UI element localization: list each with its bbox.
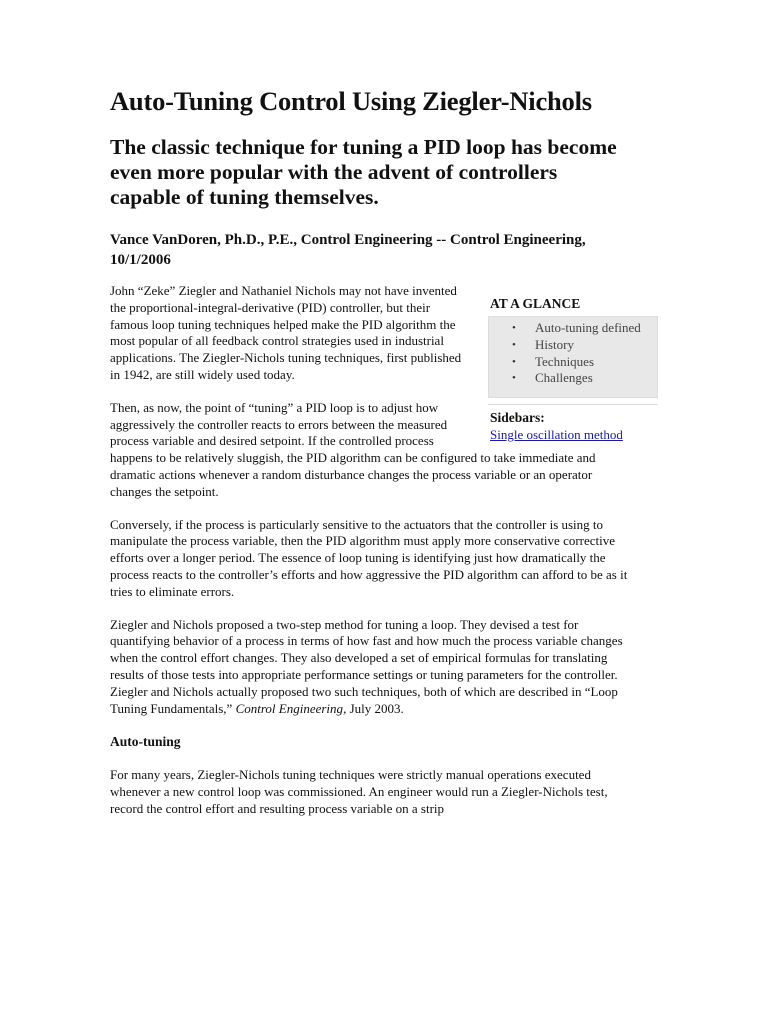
- glance-list: [489, 320, 657, 387]
- paragraph-4-text: Ziegler and Nichols proposed a two-step method for tuning a loop. They devised a test for quantifying behavior of a process in terms of how fast and how much the process variable changes when the control effort changes. They also developed a set of empirical formulas for translating results of those tests into appropriate performance settings or tuning parameters for the controller. Ziegler and Nichols actually proposed two such techniques, both of which are described in “Loop Tuning Fundamentals,”: [110, 616, 623, 716]
- byline: Vance VanDoren, Ph.D., P.E., Control Engineering -- Control Engineering, 10/1/2006: [110, 232, 586, 268]
- glance-item: • History: [535, 337, 657, 354]
- glance-item: • Techniques: [535, 354, 657, 371]
- article: [110, 86, 641, 834]
- glance-title: AT A GLANCE: [490, 296, 581, 311]
- paragraph-2: Then, as now, the point of “tuning” a PID loop is to adjust how aggressively the controller reacts to errors between the measured process variable and desired setpoint. If the controlled process happens to be relatively sluggish, the PID algorithm can be configured to take immediate and dramatic actions whenever a random disturbance changes the process variable or an operator changes the setpoint.: [110, 399, 596, 499]
- sidebars-section: [488, 404, 658, 443]
- paragraph-5: For many years, Ziegler-Nichols tuning techniques were strictly manual operations executed whenever a new control loop was commissioned. An engineer would run a Ziegler-Nichols test, record the control effort and resulting process variable on a strip: [110, 767, 608, 816]
- glance-panel: [488, 316, 658, 398]
- publication-name: Control Engineering: [235, 700, 344, 716]
- sidebars-label: Sidebars:: [490, 410, 545, 426]
- sidebar-link-single-oscillation[interactable]: Single oscillation method: [490, 427, 623, 443]
- section-heading-auto-tuning: Auto-tuning: [110, 734, 181, 750]
- article-title: Auto-Tuning Control Using Ziegler-Nichols: [110, 86, 592, 116]
- glance-item: • Auto-tuning defined: [535, 320, 657, 337]
- paragraph-3: Conversely, if the process is particularly sensitive to the actuators that the controller is using to manipulate the process variable, then the PID algorithm must apply more conservative corrective efforts over a longer period. The essence of loop tuning is identifying just how dramatically the process reacts to the controller’s efforts and how aggressive the PID algorithm can afford to be as it tries to eliminate errors.: [110, 516, 628, 599]
- paragraph-1: John “Zeke” Ziegler and Nathaniel Nichols may not have invented the proportional-integral-derivative (PID) controller, but their famous loop tuning techniques helped make the PID algorithm the most popular of all feedback control strategies used in industrial applications. The Ziegler-Nichols tuning techniques, first published in 1942, are still widely used today.: [110, 283, 462, 382]
- paragraph-4-tail: , July 2003.: [343, 700, 404, 716]
- paragraph-4: [110, 617, 630, 718]
- at-a-glance-box: [488, 289, 658, 443]
- glance-item: • Challenges: [535, 370, 657, 387]
- article-subtitle: The classic technique for tuning a PID loop has become even more popular with the advent of controllers capable of tuning themselves.: [110, 135, 617, 209]
